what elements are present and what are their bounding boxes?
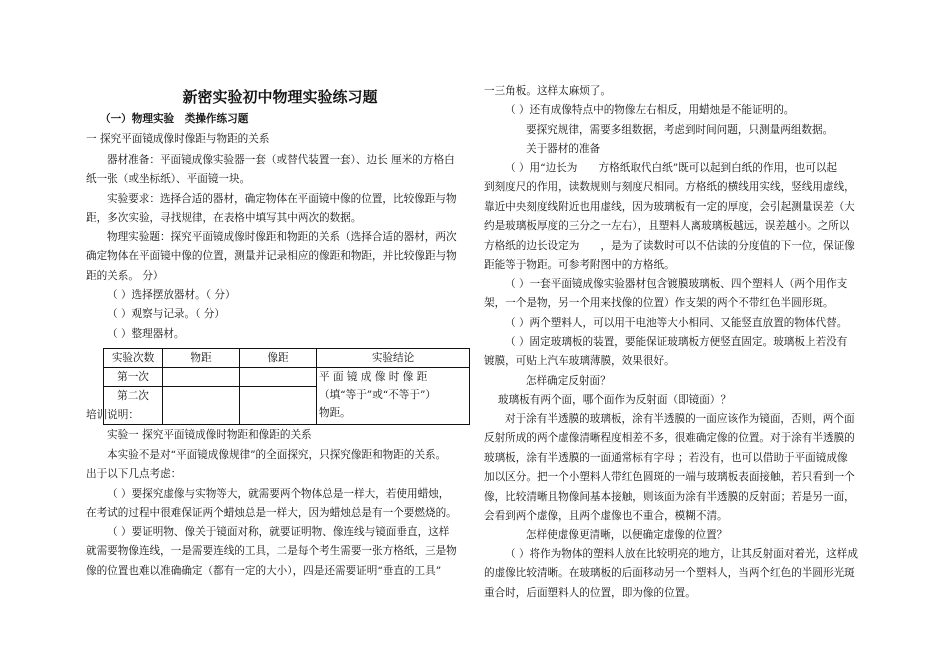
experiment1-heading: 实验一 探究平面镜成像时物距和像距的关系: [107, 429, 312, 441]
text-line: 约是玻璃板厚度的三分之一左右），且塑料人离玻璃板越远，误差越小。之所以: [484, 220, 850, 233]
step-item: （ ）整理器材。: [107, 327, 185, 340]
text-line: 确定物体在平面镜中像的位置，测量并记录相应的像距和物距，并比较像距与物: [86, 250, 457, 263]
text-line: （填“等于”或“不等于”）: [319, 389, 437, 401]
text-line: （ ）还有成像特点中的物像左右相反，用蜡烛是不能证明的。: [505, 104, 795, 117]
text-line: 要探究规律，需要多组数据，考虑到时间问题，只测量两组数据。: [526, 123, 834, 136]
text-line: 方格纸的边长设定为 ，是为了读数时可以不估读的分度值的下一位，保证像: [484, 239, 855, 252]
step-item: （ ）选择摆放器材。（ 分）: [107, 289, 236, 301]
table-header: 物距: [163, 349, 240, 368]
text-line: 物理实验题：探究平面镜成像时像距和物距的关系（选择合适的器材，两次: [107, 231, 457, 243]
question-which-face: 玻璃板有两个面，哪个面作为反射面（即镜面）？: [498, 394, 732, 406]
text-line: 本实验不是对“平面镜成像规律”的全面探究，只探究像距和物距的关系。: [107, 449, 447, 461]
para1: [86, 446, 474, 485]
section-heading: （一）物理实验 类操作练习题: [100, 113, 249, 125]
text-line: 靠近中央刻度线附近也用虚线，因为玻璃板有一定的厚度，会引起测量误差（大: [484, 200, 855, 213]
text-line: 实验要求：选择合适的器材，确定物体在平面镜中像的位置，比较像距与物: [107, 193, 457, 205]
table-header: 实验结论: [317, 349, 470, 368]
text-line: （ ）要探究虚像与实物等大，就需要两个物体总是一样大，若使用蜡烛，: [107, 488, 450, 500]
question-reflective-surface: 怎样确定反射面？: [526, 375, 611, 387]
text-line: 纸一张（或坐标纸）、平面镜一块。: [86, 173, 251, 186]
text-line: 对于涂有半透膜的玻璃板，涂有半透膜的一面应该作为镜面，否则，两个面: [505, 413, 855, 425]
text-line: 像，比较清晰且物像间基本接触，则该面为涂有半透膜的反射面；若是另一面，: [484, 490, 855, 503]
para-e: [484, 410, 888, 526]
equipment-paragraph: [86, 151, 474, 190]
para-d: [484, 333, 888, 372]
text-line: （ ）固定玻璃板的装置，要能保证玻璃板方便竖直固定。玻璃板上若没有: [505, 336, 848, 348]
para-b: [484, 275, 888, 314]
text-line: 像的位置也难以准确确定（都有一定的大小），四是还需要证明“垂直的工具”: [86, 564, 442, 577]
table-cell: [163, 387, 240, 425]
text-line: 镀膜，可贴上汽车玻璃薄膜，效果很好。: [484, 355, 675, 368]
requirement-paragraph: [86, 190, 474, 229]
text-line: 重合时，后面塑料人的位置，即为像的位置。: [484, 586, 696, 599]
text-line: 到刻度尺的作用，读数规则与刻度尺相同。方格纸的横线用实线，竖线用虚线，: [484, 181, 855, 194]
text-line: （ ）将作为物体的塑料人放在比较明亮的地方，让其反射面对着光，这样成: [505, 548, 858, 560]
conclusion-cell: [317, 368, 470, 425]
para2: [86, 485, 474, 524]
text-line: （ ）用“边长为 方格纸取代白纸”既可以起到白纸的作用，也可以起: [505, 162, 838, 174]
step-item: （ ）观察与记录。（ 分）: [107, 308, 225, 321]
table-row: [104, 368, 470, 387]
text-line: 关于器材的准备: [526, 143, 601, 156]
para3: [86, 523, 474, 581]
text-line: 玻璃板，涂有半透膜的一面通常标有字母 ；若没有，也可以借助于平面镜成像: [484, 451, 848, 464]
para-c: [484, 314, 888, 333]
text-line: 的虚像比较清晰。在玻璃板的后面移动另一个塑料人，当两个红色的半圆形光斑: [484, 567, 855, 580]
topic2-paragraph: [86, 228, 474, 286]
table-header: 像距: [240, 349, 317, 368]
text-line: 反射所成的两个虚像清晰程度相差不多，很难确定像的位置。对于涂有半透膜的: [484, 432, 855, 445]
table-header-row: [104, 349, 470, 368]
table-cell: 第一次: [104, 368, 163, 387]
text-line: 距的关系。 分）: [86, 269, 164, 282]
text-line: 器材准备：平面镜成像实验器一套（或替代装置一套）、边长 厘米的方格白: [107, 154, 455, 166]
text-line: 物距。: [319, 407, 351, 419]
text-line: 加以区分。把一个小塑料人带红色圆斑的一端与玻璃板表面接触，若只看到一个: [484, 471, 855, 484]
text-line: 在考试的过程中很难保证两个蜡烛总是一样大，因为蜡烛总是有一个要燃烧的。: [86, 507, 457, 520]
text-line: 会看到两个虚像，且两个虚像也不重合，模糊不清。: [484, 510, 728, 523]
text-line: 就需要物像连线，一是需要连线的工具，二是每个考生需要一张方格纸，三是物: [86, 545, 457, 558]
experiment-table: [103, 348, 470, 425]
text-line: 出于以下几点考虑：: [86, 468, 182, 481]
intro-lines: [484, 82, 888, 160]
text-line: （ ）两个塑料人，可以用干电池等大小相同、又能竖直放置的物体代替。: [505, 317, 848, 329]
text-line: （ ）一套平面镜成像实验器材包含镀膜玻璃板、四个塑料人（两个用作支: [505, 278, 848, 290]
steps-list: [86, 286, 474, 344]
topic-heading: 一 探究平面镜成像时像距与物距的关系: [86, 133, 270, 145]
table-header: 实验次数: [104, 349, 163, 368]
text-line: （ ）要证明物、像关于镜面对称，就要证明物、像连线与镜面垂直，这样: [107, 526, 450, 538]
text-line: 架，一个是物，另一个用来找像的位置）作支架的两个不带红色半圆形斑。: [484, 297, 834, 310]
text-line: 距能等于物距。可参考附图中的方格纸。: [484, 259, 675, 272]
para-a: [484, 159, 888, 275]
table-cell: [240, 387, 317, 425]
table-cell: [240, 368, 317, 387]
page-title: 新密实验初中物理实验练习题: [182, 88, 378, 106]
text-line: 距，多次实验，寻找规律，在表格中填写其中两次的数据。: [86, 212, 362, 225]
text-line: 平 面 镜 成 像 时 像 距: [319, 371, 428, 383]
training-note: 培训说明：: [86, 409, 139, 421]
para-f: [484, 545, 888, 603]
question-clearer-image: 怎样使虚像更清晰，以便确定虚像的位置？: [526, 529, 728, 541]
table-cell: 第二次: [104, 387, 163, 425]
text-line: 一三角板。这样太麻烦了。: [484, 85, 612, 97]
table-cell: [163, 368, 240, 387]
